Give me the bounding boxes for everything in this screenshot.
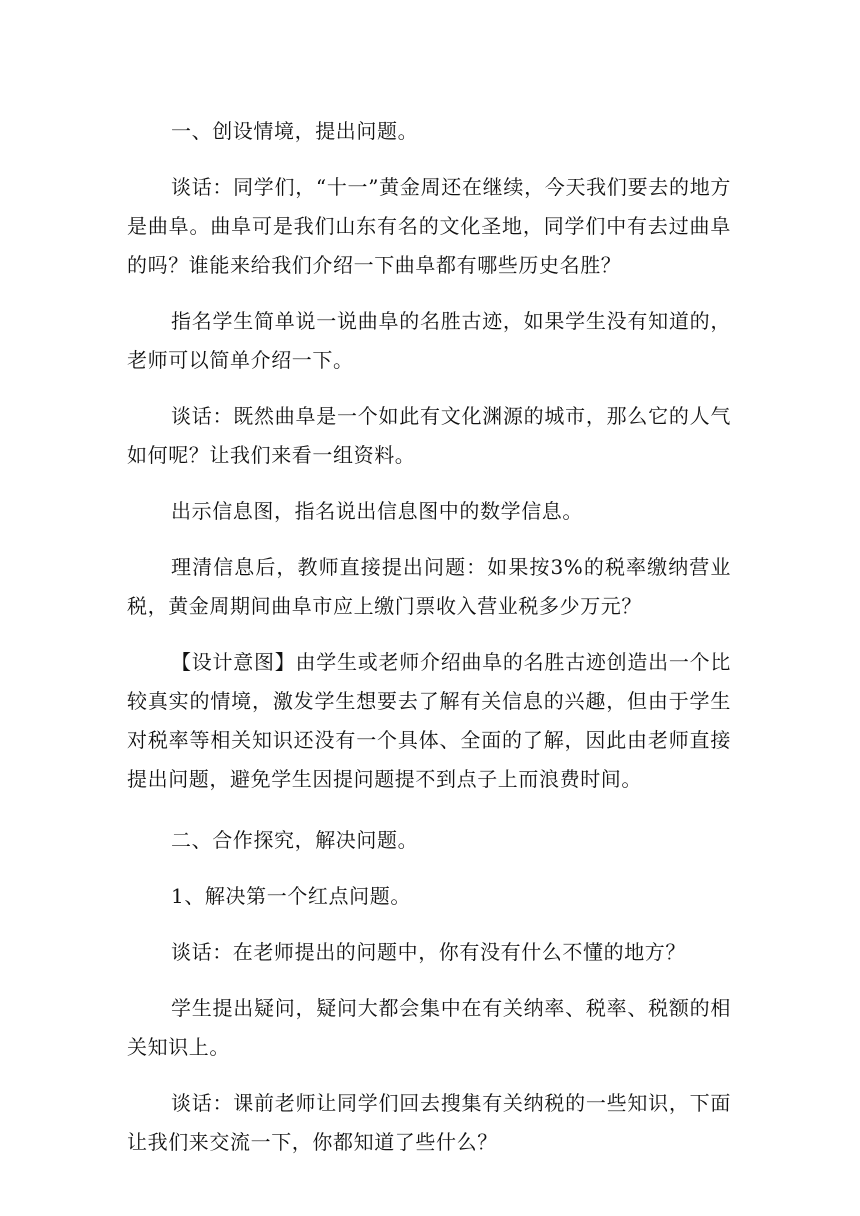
- section-heading-2: 二、合作探究，解决问题。: [171, 828, 419, 852]
- paragraph-talk-question: 谈话：在老师提出的问题中，你有没有什么不懂的地方？: [171, 940, 686, 964]
- document-body: [127, 112, 731, 1179]
- section-heading-1: 一、创设情境，提出问题。: [171, 119, 419, 143]
- paragraph-question: 理清信息后，教师直接提出问题：如果按3%的税率缴纳营业税，黄金周期间曲阜市应上缴门票收入营业税多少万元？: [127, 555, 731, 618]
- paragraph-student-doubts: 学生提出疑问，疑问大都会集中在有关纳率、税率、税额的相关知识上。: [127, 996, 731, 1059]
- subheading-red-dot-1: 1、解决第一个红点问题。: [171, 884, 411, 908]
- paragraph-talk-intro: 谈话：同学们，“十一”黄金周还在继续，今天我们要去的地方是曲阜。曲阜可是我们山东有名的文化圣地，同学们中有去过曲阜的吗？谁能来给我们介绍一下曲阜都有哪些历史名胜？: [127, 175, 731, 277]
- paragraph-student-intro: 指名学生简单说一说曲阜的名胜古迹，如果学生没有知道的，老师可以简单介绍一下。: [127, 309, 731, 372]
- paragraph-show-chart: 出示信息图，指名说出信息图中的数学信息。: [171, 499, 583, 523]
- paragraph-talk-exchange: 谈话：课前老师让同学们回去搜集有关纳税的一些知识，下面让我们来交流一下，你都知道了些什么？: [127, 1091, 731, 1154]
- paragraph-talk-data: 谈话：既然曲阜是一个如此有文化渊源的城市，那么它的人气如何呢？让我们来看一组资料。: [127, 404, 731, 467]
- paragraph-design-intent: 【设计意图】由学生或老师介绍曲阜的名胜古迹创造出一个比较真实的情境，激发学生想要去了解有关信息的兴趣，但由于学生对税率等相关知识还没有一个具体、全面的了解，因此由老师直接提出问题，避免学生因提问题提不到点子上而浪费时间。: [127, 650, 731, 791]
